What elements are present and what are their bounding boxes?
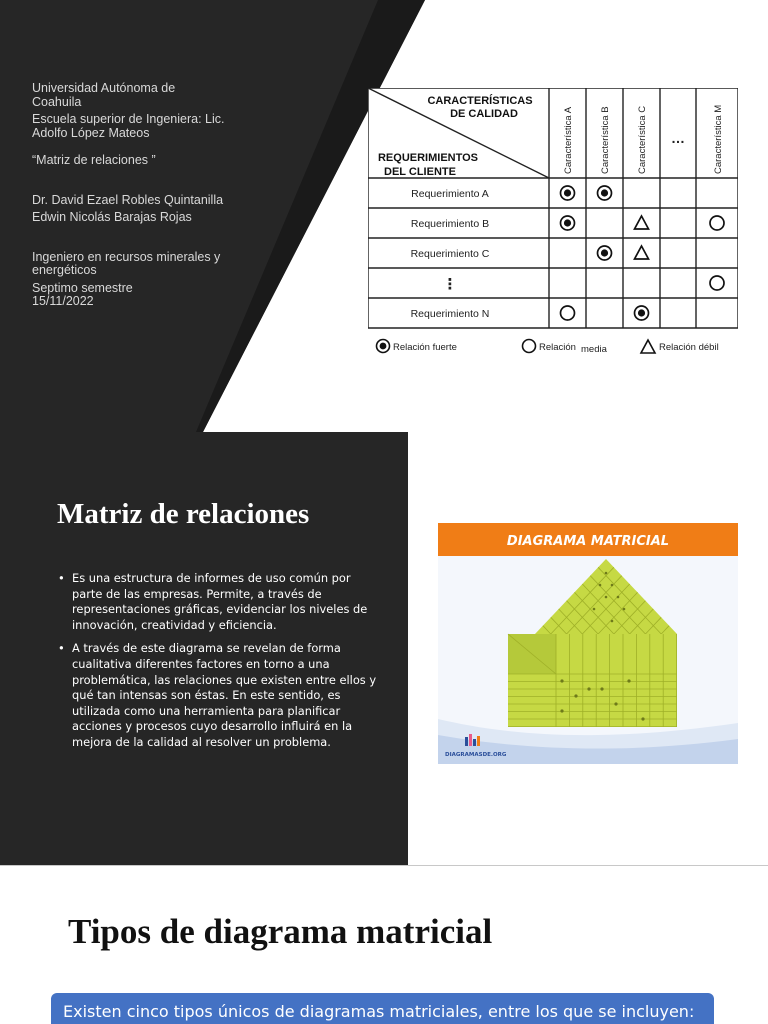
list-item: • A través de este diagrama se revelan de forma cualitativa diferentes factores en torno a una problemática, las relaciones que existen entre ellos y qué tan intensas son éstas. En este sentido, es utilizada como una herramienta para planificar acciones y procesos cuyo desarrollo influirá en la mejora de la calidad al resolver un problema. xyxy=(58,641,377,749)
legend xyxy=(377,340,719,356)
title-slide-info xyxy=(32,82,252,313)
row-label: Requerimiento N xyxy=(410,308,490,320)
bullet-icon: • xyxy=(58,641,65,656)
svg-text:DE CALIDAD: DE CALIDAD xyxy=(450,108,518,120)
teacher-name: Dr. David Ezael Robles Quintanilla xyxy=(32,192,224,207)
row-label: Requerimiento A xyxy=(411,188,489,200)
strong-relation-dot xyxy=(564,219,571,226)
career-name: Ingeniero en recursos minerales y energéticos xyxy=(32,249,221,277)
bullet-list xyxy=(58,571,378,759)
school-name: Escuela superior de Ingeniera: Lic. Adolfo López Mateos xyxy=(32,112,225,140)
header-customer-requirements: REQUERIMIENTOS xyxy=(377,152,479,164)
strong-relation-dot xyxy=(638,309,645,316)
row-label: Requerimiento B xyxy=(410,218,490,230)
column-header: Característica M xyxy=(713,104,724,174)
column-header: Característica A xyxy=(563,106,574,174)
medium-relation-icon xyxy=(561,306,575,320)
university-name: Universidad Autónoma de Coahuila xyxy=(32,81,176,109)
bullet-icon: • xyxy=(58,571,65,585)
legend-weak: Relación débil xyxy=(659,342,719,353)
dark-panel xyxy=(0,432,408,865)
intro-text-box: Existen cinco tipos únicos de diagramas matriciales, entre los que se incluyen: xyxy=(51,993,714,1024)
medium-relation-icon xyxy=(523,340,536,353)
row-label: ⋮ xyxy=(442,275,458,293)
medium-relation-icon xyxy=(710,276,724,290)
legend-medium: Relación xyxy=(539,342,576,353)
student-name: Edwin Nicolás Barajas Rojas xyxy=(32,210,192,224)
matrix-types-slide xyxy=(0,866,768,1024)
legend-strong: Relación fuerte xyxy=(393,342,457,353)
column-header: Característica B xyxy=(600,106,611,174)
svg-text:media: media xyxy=(581,344,607,355)
row-label: Requerimiento C xyxy=(410,248,490,260)
slide-title: Tipos de diagrama matricial xyxy=(68,912,493,951)
semester-date: Septimo semestre 15/11/2022 xyxy=(32,280,133,308)
svg-text:DEL CLIENTE: DEL CLIENTE xyxy=(384,166,456,178)
strong-relation-dot xyxy=(564,189,571,196)
relation-matrix-table xyxy=(368,88,738,355)
strong-relation-dot xyxy=(601,249,608,256)
strong-relation-dot xyxy=(601,189,608,196)
slide-title: Matriz de relaciones xyxy=(57,498,310,530)
column-header: Característica C xyxy=(637,105,648,174)
title-slide xyxy=(0,0,768,432)
header-quality-characteristics: CARACTERÍSTICAS xyxy=(427,95,533,107)
presentation-topic: “Matriz de relaciones ” xyxy=(32,153,156,167)
column-header-ellipsis: … xyxy=(671,130,685,146)
list-item: • Es una estructura de informes de uso común por parte de las empresas. Permite, a través de representaciones gráficas, evidenciar los niveles de innovación, creatividad y eficiencia. xyxy=(58,571,368,632)
matrix-diagram-image xyxy=(438,523,738,764)
image-banner-title: DIAGRAMA MATRICIAL xyxy=(506,534,670,549)
matrix-relations-slide xyxy=(0,432,768,865)
image-logo-text: DIAGRAMASDE.ORG xyxy=(445,752,507,758)
medium-relation-icon xyxy=(710,216,724,230)
